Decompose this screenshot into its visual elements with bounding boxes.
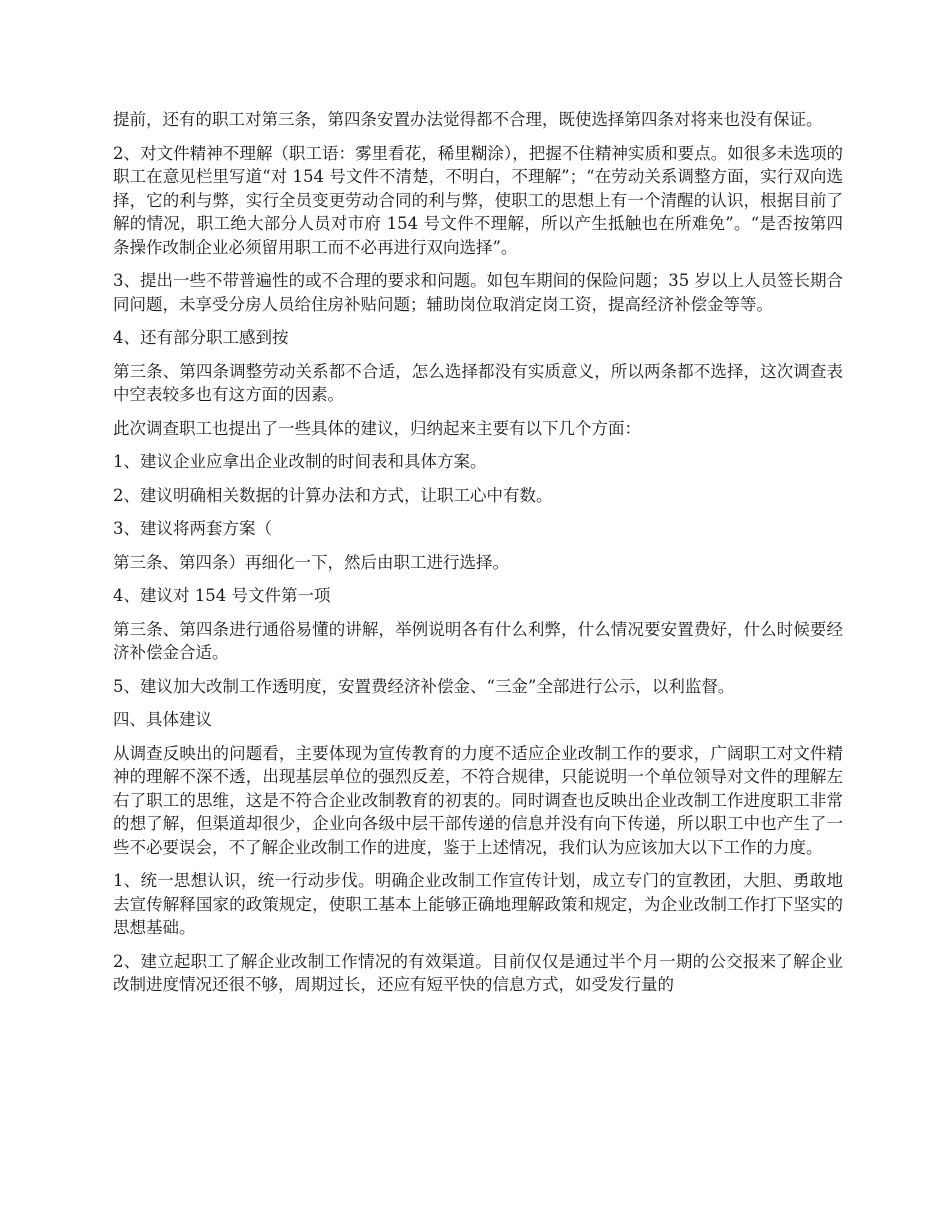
paragraph-suggestion-4-continued: 第三条、第四条进行通俗易懂的讲解，举例说明各有什么利弊，什么情况要安置费好，什么时候要经济补偿金合适。 (113, 619, 843, 662)
paragraph-suggestions-intro: 此次调查职工也提出了一些具体的建议，归纳起来主要有以下几个方面： (113, 418, 641, 438)
paragraph-suggestion-3: 3、建议将两套方案（ (113, 519, 272, 538)
paragraph-point-3-requests: 3、提出一些不带普遍性的或不合理的要求和问题。如包车期间的保险问题；35 岁以上人员签长期合同问题，未享受分房人员给住房补贴问题；辅助岗位取消定岗工资，提高经济补偿金等等。 (113, 271, 843, 314)
paragraph-measure-2: 2、建立起职工了解企业改制工作情况的有效渠道。目前仅仅是通过半个月一期的公交报来了解企业改制进度情况还很不够，周期过长，还应有短平快的信息方式，如受发行量的 (113, 951, 843, 994)
paragraph-suggestion-3-continued: 第三条、第四条）再细化一下，然后由职工进行选择。 (113, 552, 509, 572)
paragraph-point-2-misunderstanding: 2、对文件精神不理解（职工语：雾里看花，稀里糊涂），把握不住精神实质和要点。如很多未选项的职工在意见栏里写道“对 154 号文件不清楚，不明白，不理解”；“在劳动关系调整方面，实行双向选择，它的利与弊，实行全员变更劳动合同的利与弊，使职工的思想上有一个清醒的认识，根据目前了解的情况，职工绝大部分人员对市府 154 号文件不理解，所以产生抵触也在所难免”。“是否按第四条操作改制企业必须留用职工而不必再进行双向选择”。 (113, 143, 843, 257)
paragraph-analysis: 从调查反映出的问题看，主要体现为宣传教育的力度不适应企业改制工作的要求，广阔职工对文件精神的理解不深不透，出现基层单位的强烈反差，不符合规律，只能说明一个单位领导对文件的理解左右了职工的思维，这是不符合企业改制教育的初衷的。同时调查也反映出企业改制工作进度职工非常的想了解，但渠道却很少，企业向各级中层干部传递的信息并没有向下传递，所以职工中也产生了一些不必要误会，不了解企业改制工作的进度，鉴于上述情况，我们认为应该加大以下工作的力度。 (113, 743, 843, 857)
paragraph-suggestion-5: 5、建议加大改制工作透明度，安置费经济补偿金、“三金”全部进行公示，以利监督。 (113, 676, 735, 696)
paragraph-point-4: 4、还有部分职工感到按 (113, 328, 289, 347)
paragraph-measure-1: 1、统一思想认识，统一行动步伐。明确企业改制工作宣传计划，成立专门的宣教团，大胆、勇敢地去宣传解释国家的政策规定，使职工基本上能够正确地理解政策和规定，为企业改制工作打下坚实的思想基础。 (113, 871, 843, 937)
paragraph-continuation: 提前，还有的职工对第三条，第四条安置办法觉得都不合理，既使选择第四条对将来也没有保证。 (113, 110, 823, 129)
paragraph-suggestion-2: 2、建议明确相关数据的计算办法和方式，让职工心中有数。 (113, 485, 553, 505)
paragraph-point-4-continued: 第三条、第四条调整劳动关系都不合适，怎么选择都没有实质意义，所以两条都不选择，这次调查表中空表较多也有这方面的因素。 (113, 361, 843, 404)
paragraph-suggestion-1: 1、建议企业应拿出企业改制的时间表和具体方案。 (113, 452, 487, 471)
paragraph-suggestion-4: 4、建议对 154 号文件第一项 (113, 586, 331, 605)
document-page (113, 108, 843, 1007)
section-heading-specific-suggestions: 四、具体建议 (113, 710, 212, 729)
